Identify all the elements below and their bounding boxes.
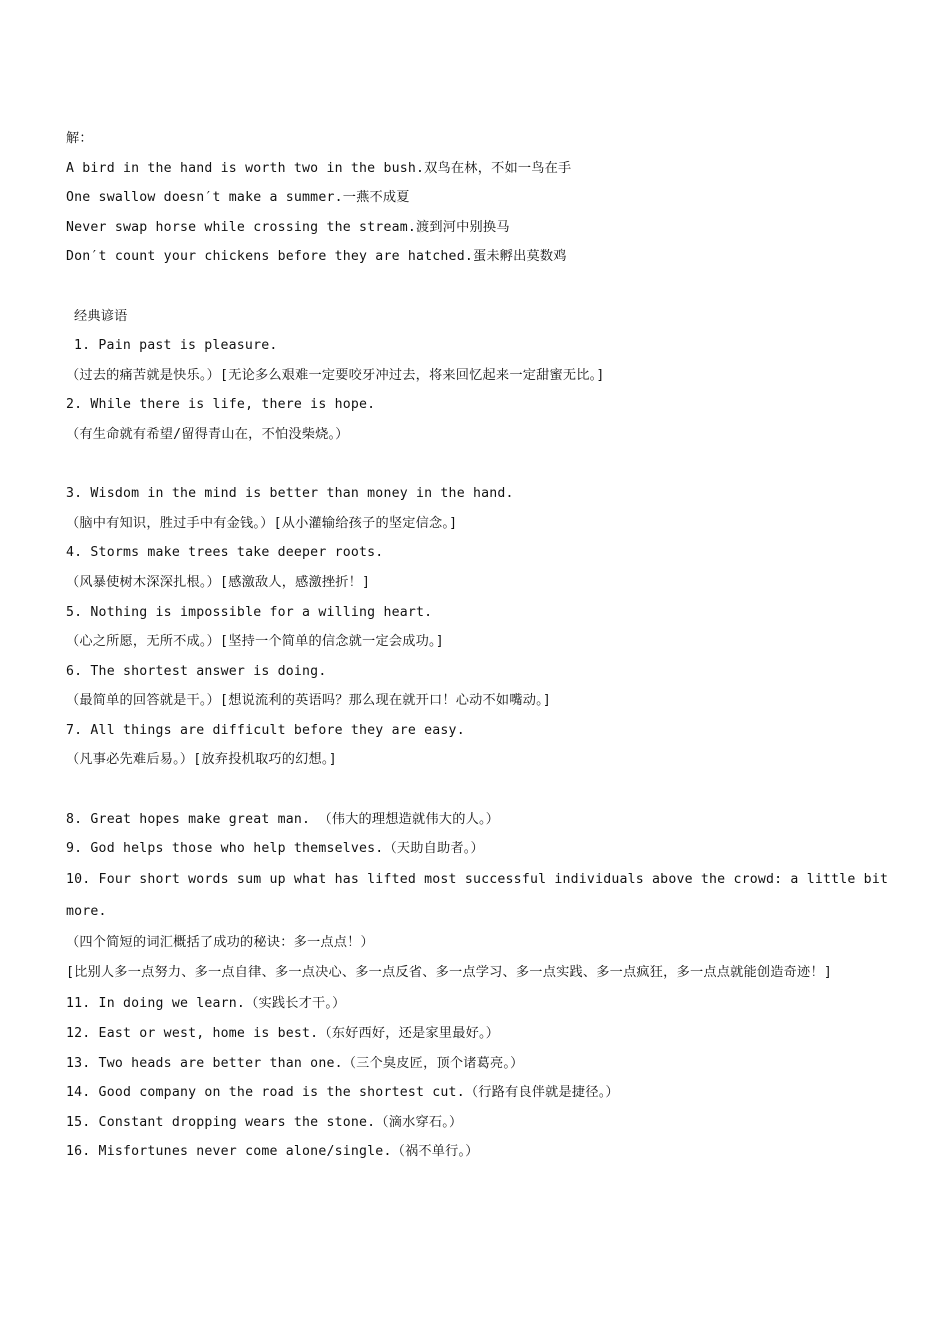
proverb-10: 10. Four short words sum up what has lifted most successful individuals above the crowd: a little bit more. bbox=[66, 871, 889, 919]
proverb-2-translation: （有生命就有希望/留得青山在，不怕没柴烧。） bbox=[66, 426, 349, 442]
proverb-5-translation: （心之所愿，无所不成。）[坚持一个简单的信念就一定会成功。] bbox=[66, 634, 444, 650]
proverb-14: 14. Good company on the road is the shortest cut.（行路有良伴就是捷径。） bbox=[66, 1085, 619, 1101]
proverb-1-translation: （过去的痛苦就是快乐。）[无论多么艰难一定要咬牙冲过去，将来回忆起来一定甜蜜无比。] bbox=[66, 367, 605, 383]
proverb-5: 5. Nothing is impossible for a willing heart. bbox=[66, 604, 433, 620]
proverb-9: 9. God helps those who help themselves.（天助自助者。） bbox=[66, 841, 484, 857]
proverb-2: 2. While there is life, there is hope. bbox=[66, 397, 376, 413]
answer-heading: 解： bbox=[66, 131, 93, 146]
proverb-10-note: [比别人多一点努力、多一点自律、多一点决心、多一点反省、多一点学习、多一点实践、多一点疯狂，多一点点就能创造奇迹！] bbox=[66, 965, 832, 981]
idiom-line-2: One swallow doesn′t make a summer.一燕不成夏 bbox=[66, 190, 410, 206]
idiom-line-3: Never swap horse while crossing the stream.渡到河中别换马 bbox=[66, 219, 510, 235]
proverb-8: 8. Great hopes make great man. （伟大的理想造就伟大的人。） bbox=[66, 811, 500, 827]
proverb-6-translation: （最简单的回答就是干。）[想说流利的英语吗？那么现在就开口！心动不如嘴动。] bbox=[66, 693, 552, 709]
proverb-16: 16. Misfortunes never come alone/single.（祸不单行。） bbox=[66, 1144, 479, 1160]
proverb-10-translation: （四个简短的词汇概括了成功的秘诀：多一点点！） bbox=[66, 934, 374, 950]
section-title: 经典谚语 bbox=[74, 308, 128, 324]
proverb-1: 1. Pain past is pleasure. bbox=[74, 338, 278, 354]
proverb-4-translation: （风暴使树木深深扎根。）[感激敌人，感激挫折！] bbox=[66, 574, 371, 590]
spacer bbox=[66, 775, 896, 805]
proverb-15: 15. Constant dropping wears the stone.（滴水穿石。） bbox=[66, 1114, 463, 1130]
spacer bbox=[66, 272, 896, 302]
proverb-4: 4. Storms make trees take deeper roots. bbox=[66, 545, 384, 561]
proverb-3-translation: （脑中有知识，胜过手中有金钱。）[从小灌输给孩子的坚定信念。] bbox=[66, 515, 458, 531]
proverb-11: 11. In doing we learn.（实践长才干。） bbox=[66, 996, 346, 1012]
proverb-13: 13. Two heads are better than one.（三个臭皮匠，顶个诸葛亮。） bbox=[66, 1055, 524, 1071]
proverb-3: 3. Wisdom in the mind is better than money in the hand. bbox=[66, 486, 514, 502]
proverb-12: 12. East or west, home is best.（东好西好，还是家里最好。） bbox=[66, 1026, 500, 1042]
spacer bbox=[66, 450, 896, 480]
proverb-7: 7. All things are difficult before they are easy. bbox=[66, 722, 465, 738]
proverb-7-translation: （凡事必先难后易。）[放弃投机取巧的幻想。] bbox=[66, 752, 337, 768]
idiom-line-4: Don′t count your chickens before they are hatched.蛋未孵出莫数鸡 bbox=[66, 249, 567, 265]
document-page bbox=[66, 124, 896, 1167]
proverb-6: 6. The shortest answer is doing. bbox=[66, 663, 327, 679]
idiom-line-1: A bird in the hand is worth two in the bush.双鸟在林，不如一鸟在手 bbox=[66, 160, 572, 176]
